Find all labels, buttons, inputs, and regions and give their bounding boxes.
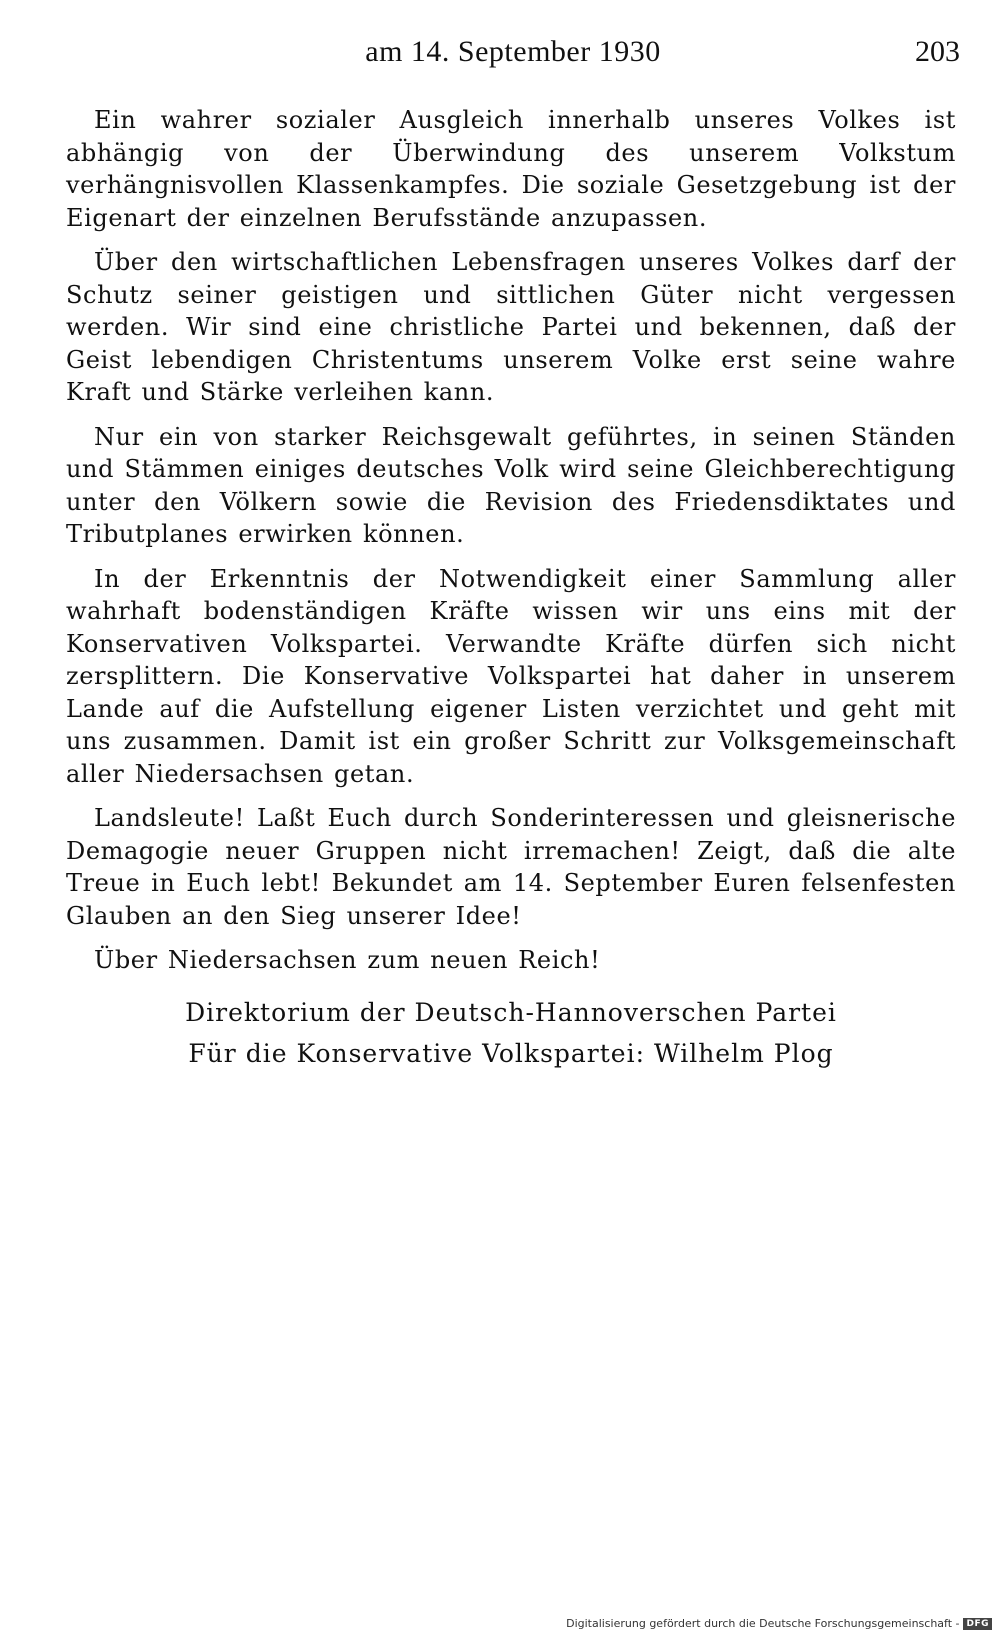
signature-line: Für die Konservative Volkspartei: Wilhelm Plog: [188, 1039, 834, 1068]
paragraph: Ein wahrer sozialer Ausgleich innerhalb unseres Volkes ist abhängig von der Überwindung des unserem Volkstum verhängnisvollen Klassenkampfes. Die soziale Gesetzgebung ist der Eigenart der einzelnen Berufsstände anzupassen.: [66, 106, 956, 232]
signature-block: [66, 992, 956, 1074]
dfg-logo: DFG: [963, 1618, 992, 1630]
paragraph: Nur ein von starker Reichsgewalt geführtes, in seinen Ständen und Stämmen einiges deutsches Volk wird seine Gleichberechtigung unter den Völkern sowie die Revision des Friedensdiktates und Tributplanes erwirken können.: [66, 422, 956, 548]
body-text: [66, 104, 956, 989]
page-header: [66, 28, 960, 76]
signature-line: Direktorium der Deutsch-Hannoverschen Partei: [185, 998, 837, 1027]
paragraph: In der Erkenntnis der Notwendigkeit einer Sammlung aller wahrhaft bodenständigen Kräfte wissen wir uns eins mit der Konservativen Volkspartei. Verwandte Kräfte dürfen sich nicht zersplittern. Die Konservative Volkspartei hat daher in unserem Lande auf die Aufstellung eigener Listen verzichtet und geht mit uns zusammen. Damit ist ein großer Schritt zur Volksgemeinschaft aller Niedersachsen getan.: [66, 564, 956, 788]
digitization-credit: Digitalisierung gefördert durch die Deutsche Forschungsgemeinschaft -: [566, 1617, 960, 1630]
digitization-footer: [566, 1617, 992, 1630]
closing-slogan: Über Niedersachsen zum neuen Reich!: [94, 946, 601, 974]
running-title: am 14. September 1930: [365, 35, 661, 68]
paragraph: Über den wirtschaftlichen Lebensfragen unseres Volkes darf der Schutz seiner geistigen und sittlichen Güter nicht vergessen werden. Wir sind eine christliche Partei und bekennen, daß der Geist lebendigen Christentums unserem Volke erst seine wahre Kraft und Stärke verleihen kann.: [66, 248, 956, 406]
page-number: 203: [915, 35, 960, 68]
paragraph: Landsleute! Laßt Euch durch Sonderinteressen und gleisnerische Demagogie neuer Gruppen nicht irremachen! Zeigt, daß die alte Treue in Euch lebt! Bekundet am 14. September Euren felsenfesten Glauben an den Sieg unserer Idee!: [66, 804, 956, 930]
